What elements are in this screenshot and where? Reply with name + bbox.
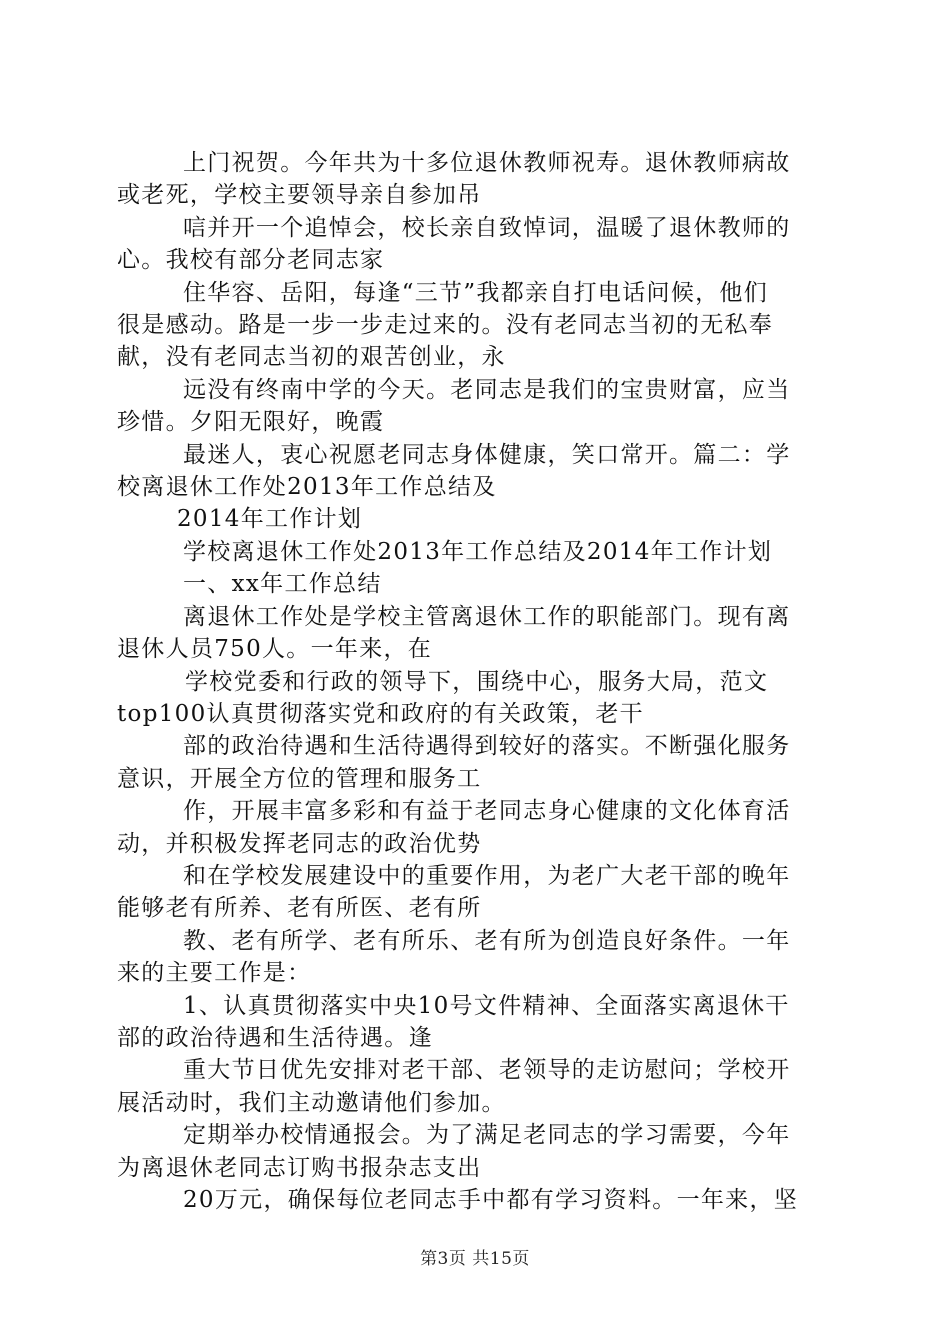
- text-line: 唁并开一个追悼会，校长亲自致悼词，温暖了退休教师的: [183, 214, 791, 241]
- text-line: 部的政治待遇和生活待遇得到较好的落实。不断强化服务: [183, 733, 791, 760]
- text-line: 重大节日优先安排对老干部、老领导的走访慰问；学校开: [183, 1057, 791, 1084]
- text-line: 一、xx年工作总结: [183, 571, 382, 598]
- text-line: top100认真贯彻落实党和政府的有关政策，老干: [117, 700, 644, 727]
- text-line: 1、认真贯彻落实中央10号文件精神、全面落实离退休干: [183, 992, 790, 1019]
- text-line: 离退休工作处是学校主管离退休工作的职能部门。现有离: [183, 603, 791, 630]
- text-line: 2014年工作计划: [177, 506, 363, 533]
- text-line: 展活动时，我们主动邀请他们参加。: [117, 1089, 506, 1116]
- text-line: 20万元，确保每位老同志手中都有学习资料。一年来，坚: [183, 1187, 799, 1213]
- text-line: 珍惜。夕阳无限好，晚霞: [117, 409, 385, 436]
- text-line: 最迷人，衷心祝愿老同志身体健康，笑口常开。篇二：学: [183, 441, 791, 468]
- text-line: 校离退休工作处2013年工作总结及: [117, 474, 497, 501]
- text-line: 定期举办校情通报会。为了满足老同志的学习需要，今年: [183, 1122, 791, 1149]
- text-line: 远没有终南中学的今天。老同志是我们的宝贵财富，应当: [183, 376, 791, 403]
- text-line: 教、老有所学、老有所乐、老有所为创造良好条件。一年: [183, 927, 791, 954]
- text-line: 来的主要工作是：: [117, 960, 312, 987]
- text-line: 或老死，学校主要领导亲自参加吊: [117, 182, 482, 209]
- text-line: 为离退休老同志订购书报杂志支出: [117, 1154, 482, 1181]
- text-line: 学校离退休工作处2013年工作总结及2014年工作计划: [183, 538, 773, 565]
- text-line: 意识，开展全方位的管理和服务工: [117, 765, 482, 792]
- text-line: 学校党委和行政的领导下，围绕中心，服务大局，范文: [185, 668, 769, 695]
- document-body: [117, 147, 837, 1216]
- text-line: 作，开展丰富多彩和有益于老同志身心健康的文化体育活: [183, 798, 791, 825]
- page-number-footer: 第3页 共15页: [420, 1249, 530, 1269]
- text-line: 住华容、岳阳，每逢“三节”我都亲自打电话问候，他们: [183, 279, 769, 306]
- text-line: 上门祝贺。今年共为十多位退休教师祝寿。退休教师病故: [183, 150, 791, 176]
- text-line: 和在学校发展建设中的重要作用，为老广大老干部的晚年: [183, 862, 791, 889]
- text-line: 退休人员750人。一年来，在: [117, 636, 433, 663]
- text-line: 献，没有老同志当初的艰苦创业，永: [117, 344, 506, 371]
- text-line: 心。我校有部分老同志家: [117, 247, 385, 274]
- text-line: 部的政治待遇和生活待遇。逢: [117, 1024, 433, 1051]
- text-line: 动，并积极发挥老同志的政治优势: [117, 830, 482, 857]
- text-line: 能够老有所养、老有所医、老有所: [117, 895, 482, 922]
- text-line: 很是感动。路是一步一步走过来的。没有老同志当初的无私奉: [117, 312, 774, 339]
